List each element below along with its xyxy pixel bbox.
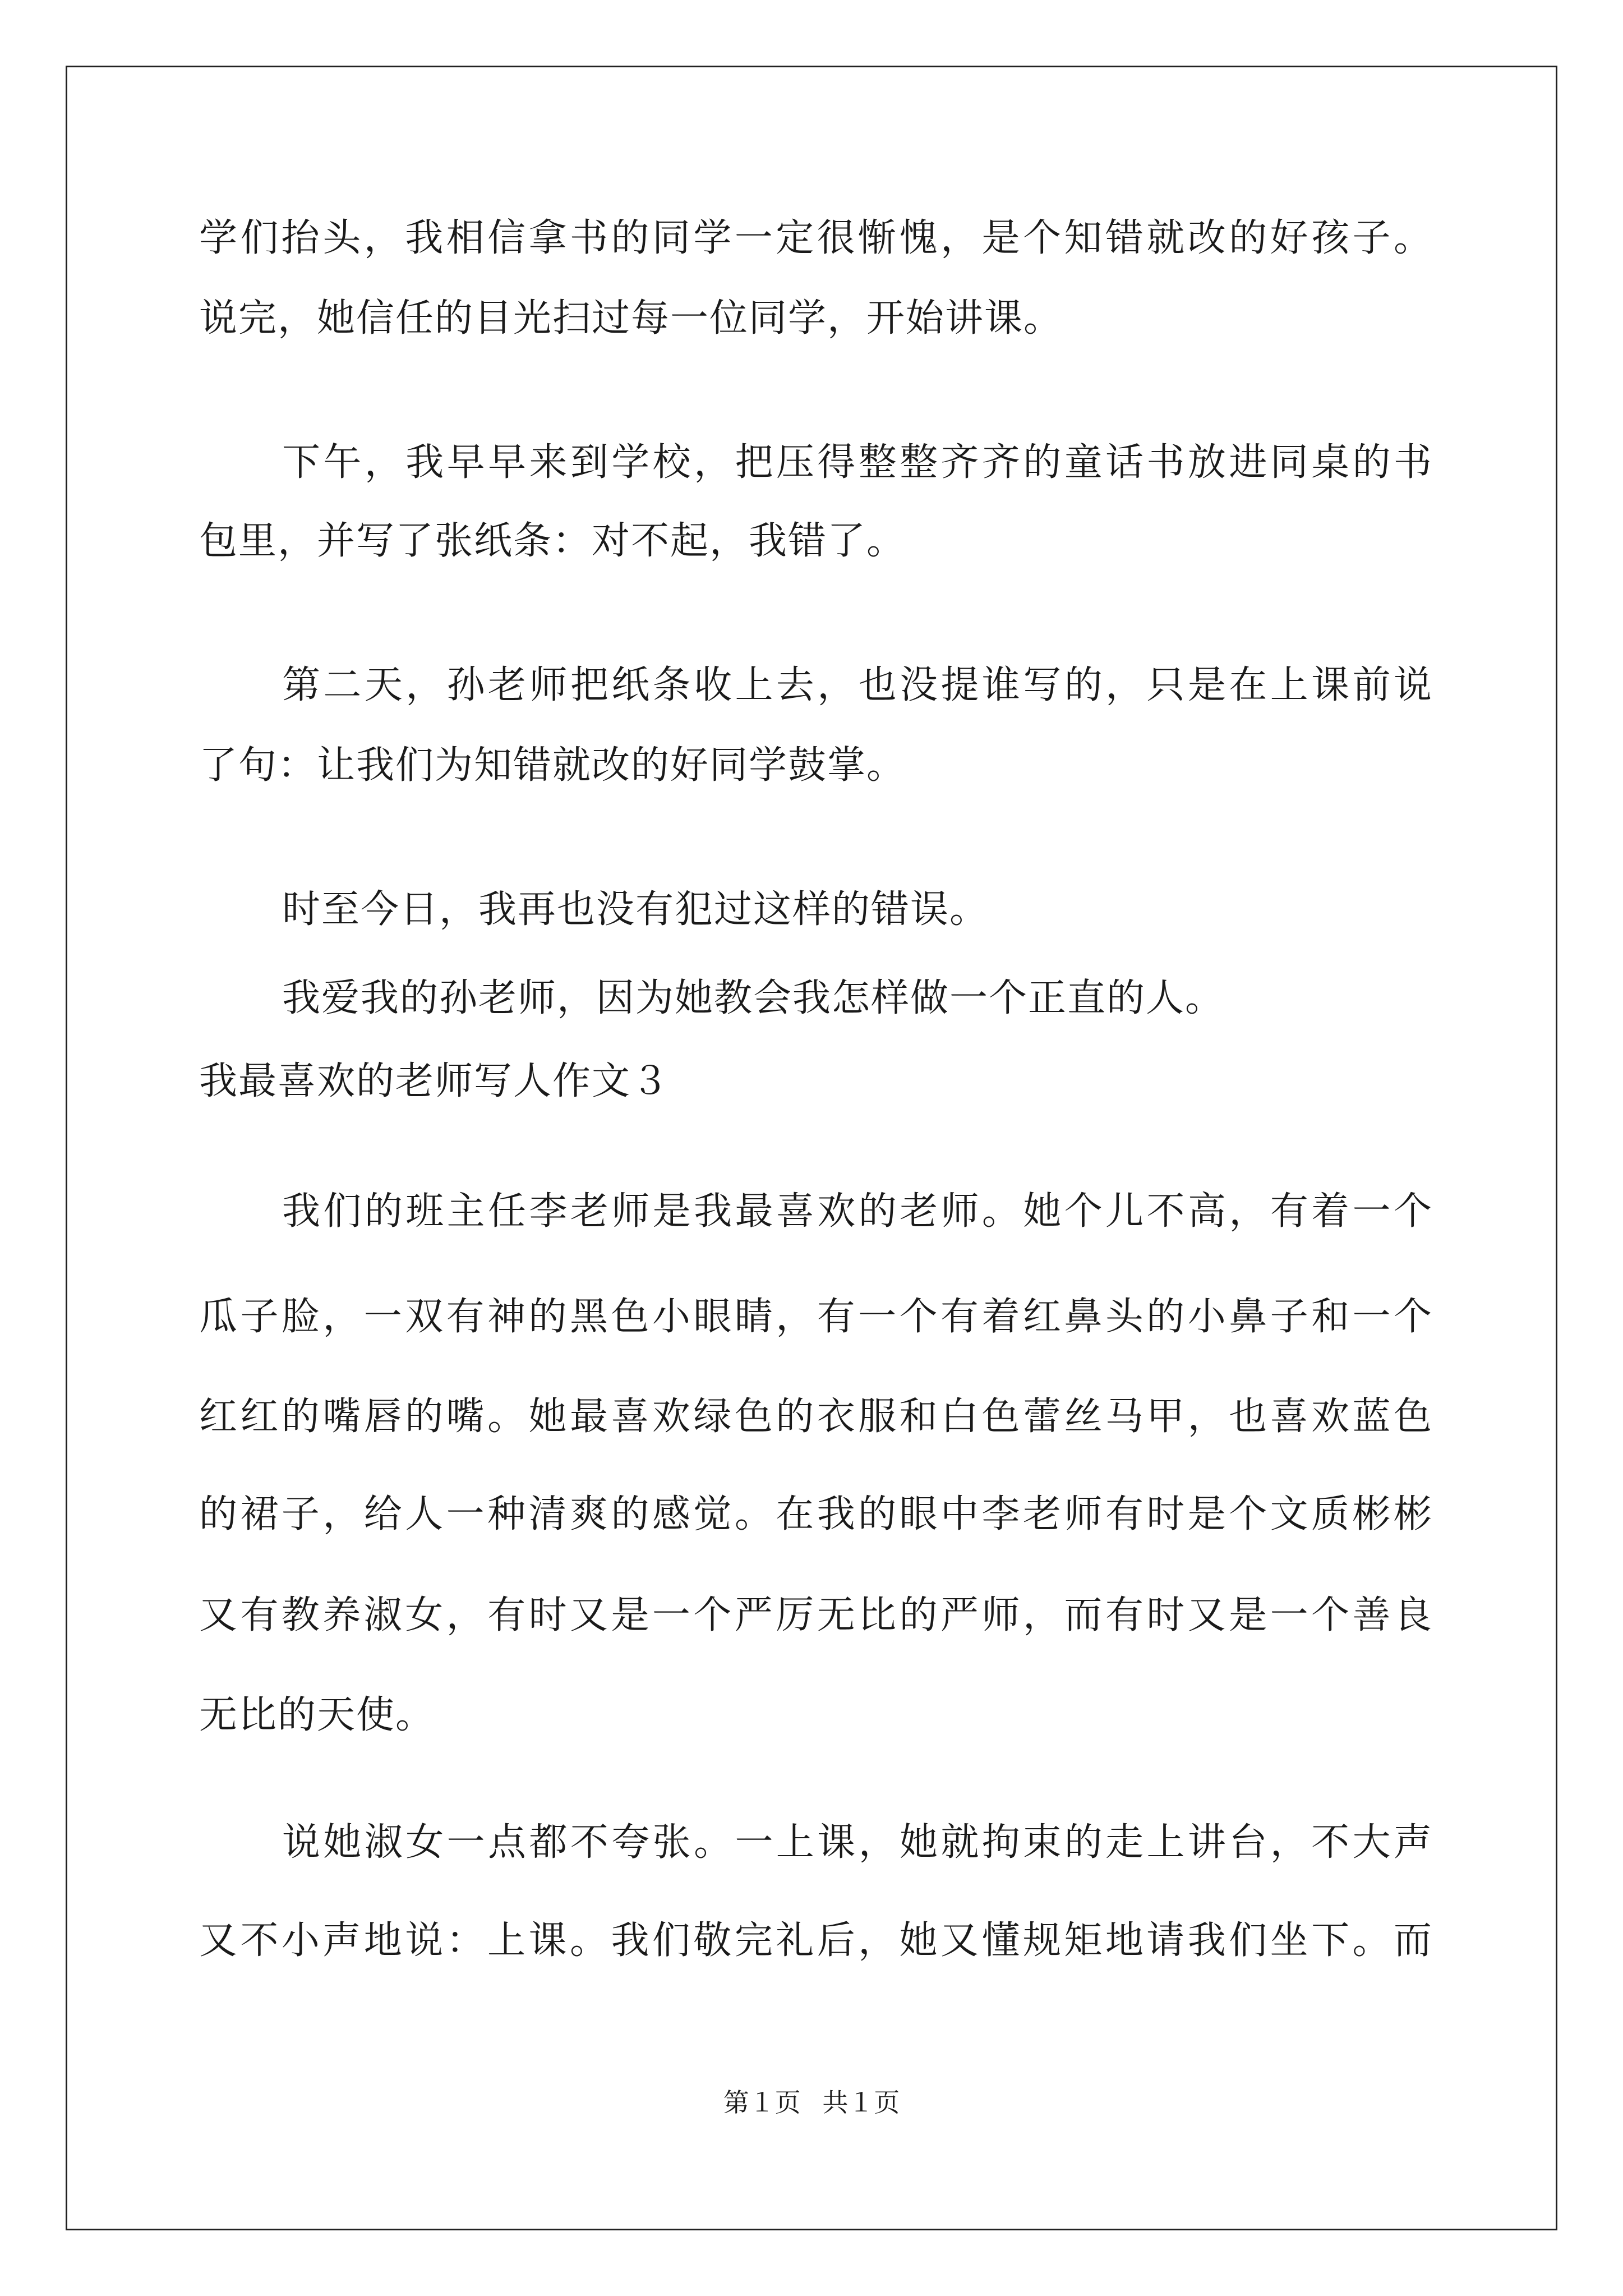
page-total: 共１页 [822, 2087, 900, 2118]
text-line: 说完，她信任的目光扫过每一位同学，开始讲课。 [199, 296, 1063, 341]
text-line: 我爱我的孙老师，因为她教会我怎样做一个正直的人。 [282, 976, 1225, 1020]
page-number: 第１页 [723, 2087, 801, 2118]
text-line: 的裙子，给人一种清爽的感觉。在我的眼中李老师有时是个文质彬彬 [199, 1492, 1433, 1536]
text-line: 又有教养淑女，有时又是一个严厉无比的严师，而有时又是一个善良 [199, 1593, 1433, 1637]
text-line: 我们的班主任李老师是我最喜欢的老师。她个儿不高，有着一个 [282, 1189, 1433, 1234]
text-line: 红红的嘴唇的嘴。她最喜欢绿色的衣服和白色蕾丝马甲，也喜欢蓝色 [199, 1395, 1433, 1439]
text-line: 无比的天使。 [199, 1693, 435, 1737]
text-line: 包里，并写了张纸条：对不起，我错了。 [199, 519, 906, 563]
text-line: 又不小声地说：上课。我们敬完礼后，她又懂规矩地请我们坐下。而 [199, 1918, 1433, 1963]
section-heading: 我最喜欢的老师写人作文３ [199, 1059, 671, 1103]
text-line: 学们抬头，我相信拿书的同学一定很惭愧，是个知错就改的好孩子。 [199, 216, 1433, 260]
text-line: 瓜子脸，一双有神的黑色小眼睛，有一个有着红鼻头的小鼻子和一个 [199, 1295, 1433, 1339]
text-line: 下午，我早早来到学校，把压得整整齐齐的童话书放进同桌的书 [282, 440, 1433, 485]
text-line: 时至今日，我再也没有犯过这样的错误。 [282, 887, 989, 932]
text-line: 第二天，孙老师把纸条收上去，也没提谁写的，只是在上课前说 [282, 663, 1433, 707]
text-line: 说她淑女一点都不夸张。一上课，她就拘束的走上讲台，不大声 [282, 1820, 1433, 1865]
text-line: 了句：让我们为知错就改的好同学鼓掌。 [199, 743, 906, 788]
page-footer [0, 2086, 1623, 2119]
page-border [66, 66, 1557, 2230]
